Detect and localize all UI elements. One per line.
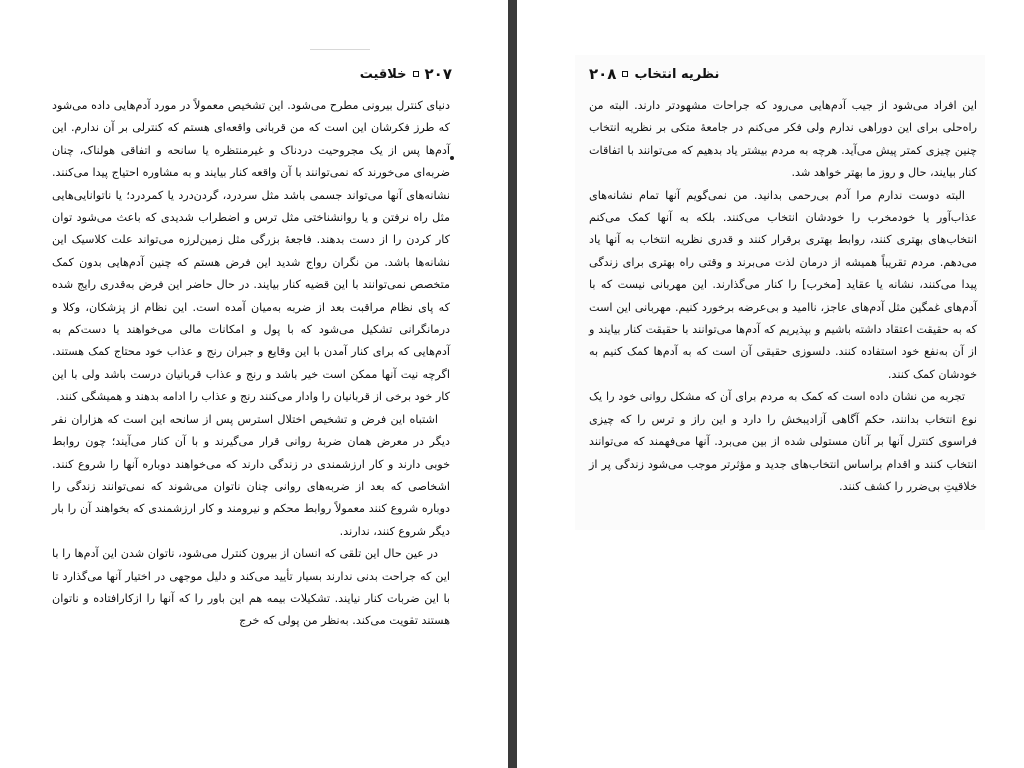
right-page-number: ۲۰۸: [589, 65, 617, 83]
left-page: [38, 55, 458, 745]
header-separator-icon: [622, 71, 628, 77]
left-paragraph-3: در عین حال این تلقی که انسان از بیرون کنترل می‌شود، ناتوان شدن این آدم‌ها را با این که جراحت بدنی ندارند بسیار تأیید می‌کند و دلیل موجهی در اختیار آنها می‌گذارد تا با این ضربات کنار نیایند. تشکیلات بیمه هم این باور را که آنها را ازکارافتاده و ناتوان هستند تقویت می‌کند. به‌نظر من پولی که خرج: [52, 547, 450, 628]
left-page-number: ۲۰۷: [424, 65, 452, 83]
right-page-body: [589, 95, 977, 498]
margin-mark: [450, 156, 454, 160]
scan-line: [310, 49, 370, 50]
header-separator-icon: [413, 71, 419, 77]
right-paragraph-2: البته دوست ندارم مرا آدم بی‌رحمی بدانید. من نمی‌گویم آنها تمام نشانه‌های عذاب‌آور یا خودمخرب را خودشان انتخاب می‌کنند. بلکه به آنها کمک می‌کنم انتخاب‌های بهتری کنند، روابط بهتری برقرار کنند و قدری نظریه انتخاب به آنها یاد می‌دهم. مردم تقریباً همیشه از درمان لذت می‌برند و وقتی راه بهتری برای زندگی پیدا می‌کنند، نشانه یا عقاید [مخرب] را کنار می‌گذارند. این مهربانی نیست که با آدم‌های غمگین مثل آدم‌های عاجز، ناامید و بی‌عرضه برخورد کنیم. مهربانی این است که به حقیقت اعتقاد داشته باشیم و بپذیریم که آدم‌ها می‌توانند با حقیقت کنار بیایند و از آن به‌نفع خود استفاده کنند. دلسوزی حقیقی آن است که به آدم‌ها کمک کنیم به خودشان کمک کنند.: [589, 188, 977, 381]
left-paragraph-2: اشتباه این فرض و تشخیص اختلال استرس پس از سانحه این است که هزاران نفر دیگر در معرض همان ضربهٔ روانی قرار می‌گیرند و با آن کنار می‌آیند؛ چون روابط خوبی دارند و کار ارزشمندی در زندگی دارند که می‌خواهند دوباره آنها را شروع کنند. اشخاصی که بعد از ضربه‌های روانی چنان ناتوان می‌شوند که نمی‌توانند زندگی را دوباره شروع کنند معمولاً روابط محکم و نیرومند و کار ارزشمندی که بخواهند آن را بار دیگر شروع کنند، ندارند.: [52, 412, 450, 538]
right-paragraph-1: این افراد می‌شود از جیب آدم‌هایی می‌رود که جراحات مشهودتر دارند. البته من راه‌حلی برای این دوراهی ندارم ولی فکر می‌کنم در جامعهٔ متکی بر نظریه انتخاب چنین چیزی کمتر پیش می‌آید. هرچه به مردم بیشتر یاد بدهیم که می‌توانند با اتفاقات کنار بیایند، حال و روز ما بهتر خواهد شد.: [589, 99, 977, 180]
right-page: [575, 55, 985, 530]
left-page-running-title: خلاقیت: [359, 66, 407, 82]
right-page-header: [589, 63, 979, 85]
left-page-body: [52, 95, 450, 633]
left-paragraph-1: دنیای کنترل بیرونی مطرح می‌شود. این تشخیص معمولاً در مورد آدم‌هایی داده می‌شود که طرز فکرشان این است که من قربانی واقعه‌ای هستم که کنترلی بر آن ندارم. این آدم‌ها پس از یک مجروحیت دردناک و غیرمنتظره یا سانحه و اتفاقی هولناک، چنان ضربه‌ای می‌خورند که نمی‌توانند با آن واقعه کنار بیایند و به مشاوره احتیاج پیدا می‌کنند. نشانه‌های آنها می‌تواند جسمی باشد مثل سردرد، گردن‌درد یا کمردرد؛ یا ناتوانایی‌هایی مثل راه نرفتن و یا روانشناختی مثل ترس و اضطراب شدیدی که باعث می‌شود توان کار کردن را از دست بدهند. فاجعهٔ بزرگی مثل زمین‌لرزه می‌تواند علت کلاسیک این نشانه‌ها باشد. من نگران رواج شدید این فرض هستم که چنین آدم‌هایی بدون کمک متخصص نمی‌توانند با این قضیه کنار بیایند. در حال حاضر این فرض به‌قدری رایج شده که پای نظام مراقبت بعد از ضربه به‌میان آمده است. این نظام از پزشکان، وکلا و درمانگرانی تشکیل می‌شود که با پول و امکانات مالی می‌خواهند یا دست‌کم به آدم‌هایی که برای کنار آمدن با این وقایع و جبران رنج و عذاب خود محتاج کمک هستند. اگرچه نیت آنها ممکن است خیر باشد و رنج و عذاب قربانیان درست باشد ولی با این کار خود برخی از قربانیان را وادار می‌کنند رنج و عذاب را ادامه بدهند و همیشگی کنند.: [52, 99, 450, 404]
left-page-header: [52, 63, 452, 85]
right-page-running-title: نظریه انتخاب: [634, 66, 720, 82]
right-paragraph-3: تجربه من نشان داده است که کمک به مردم برای آن که مشکل روانی خود را یک نوع انتخاب بدانند، حکم آگاهی آزادیبخش را دارد و این راز و ترس را که چیزی فراسوی کنترل آنها بر آنان مستولی شده از بین می‌برد. آنها می‌فهمند که می‌توانند انتخاب کنند و اقدام براساس انتخاب‌های جدید و مؤثرتر موجب می‌شود زندگی پر از خلاقیتِ بی‌ضرر را کشف کنند.: [589, 390, 977, 493]
book-spine: [508, 0, 517, 768]
